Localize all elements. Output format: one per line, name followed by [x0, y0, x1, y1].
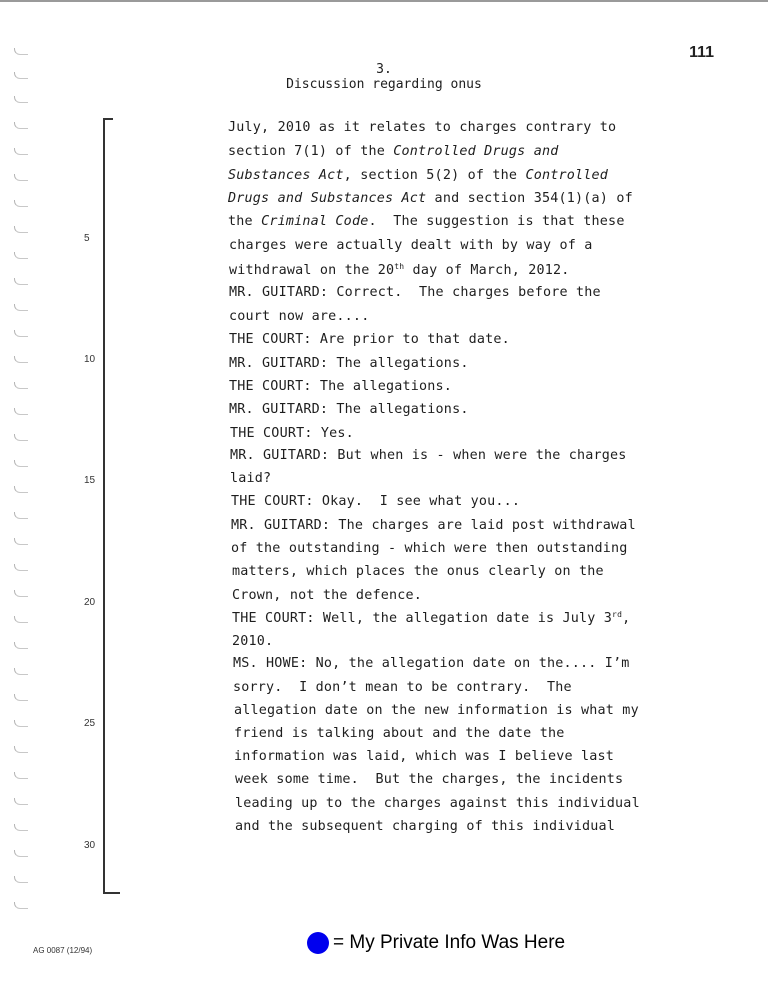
transcript-line: THE COURT: Well, the allegation date is July 3rd, [232, 610, 631, 626]
transcript-line: THE COURT: Yes. [230, 426, 354, 441]
transcript-line: Drugs and Substances Act and section 354(1)(a) of [228, 191, 633, 206]
transcript-line: MR. GUITARD: The allegations. [229, 356, 469, 371]
redaction-legend-text: = My Private Info Was Here [333, 932, 566, 953]
margin-rule-bottom-cap [103, 892, 120, 894]
transcript-line: laid? [230, 471, 272, 486]
transcript-line: and the subsequent charging of this individual [235, 819, 616, 834]
transcript-line: THE COURT: Are prior to that date. [229, 332, 510, 347]
form-identifier: AG 0087 (12/94) [33, 946, 93, 955]
transcript-line: matters, which places the onus clearly on the [232, 564, 604, 579]
page-number: 111 [689, 44, 714, 61]
transcript-line: Substances Act, section 5(2) of the Controlled [228, 168, 609, 183]
transcript-line: week some time. But the charges, the incidents [235, 772, 624, 787]
transcript-line: court now are.... [229, 309, 370, 324]
transcript-line: MR. GUITARD: The allegations. [229, 402, 469, 417]
line-number-30: 30 [84, 840, 96, 851]
transcript-line: THE COURT: Okay. I see what you... [231, 494, 521, 509]
line-number-25: 25 [84, 718, 96, 729]
transcript-line: sorry. I don’t mean to be contrary. The [233, 680, 572, 695]
section-number: 3. [376, 62, 392, 77]
redaction-legend [307, 932, 565, 954]
margin-rule [103, 118, 105, 894]
margin-rule-top-cap [103, 118, 113, 120]
transcript-line: THE COURT: The allegations. [229, 379, 453, 394]
transcript-line: leading up to the charges against this individual [235, 796, 640, 811]
transcript-line: friend is talking about and the date the [234, 726, 565, 741]
line-number-5: 5 [84, 233, 90, 244]
transcript-line: MR. GUITARD: But when is - when were the charges [230, 448, 627, 463]
line-number-10: 10 [84, 354, 96, 365]
transcript-line: the Criminal Code. The suggestion is that these [228, 214, 625, 229]
transcript-line: July, 2010 as it relates to charges contrary to [228, 120, 617, 135]
section-title: Discussion regarding onus [286, 77, 482, 92]
transcript-line: of the outstanding - which were then outstanding [231, 541, 628, 556]
transcript-line: MR. GUITARD: Correct. The charges before the [229, 285, 601, 300]
transcript-line: 2010. [232, 634, 274, 649]
redaction-dot-icon [307, 932, 329, 954]
transcript-line: MR. GUITARD: The charges are laid post withdrawal [231, 518, 636, 533]
page-top-edge [0, 0, 768, 2]
transcript-line: MS. HOWE: No, the allegation date on the.... I’m [233, 656, 630, 671]
line-number-20: 20 [84, 597, 96, 608]
transcript-line: Crown, not the defence. [232, 588, 423, 603]
transcript-line: information was laid, which was I believe last [234, 749, 615, 764]
transcript-line: section 7(1) of the Controlled Drugs and [228, 144, 559, 159]
transcript-line: charges were actually dealt with by way of a [229, 238, 593, 253]
transcript-line: withdrawal on the 20th day of March, 2012. [229, 262, 570, 278]
line-number-15: 15 [84, 475, 96, 486]
transcript-line: allegation date on the new information is what my [234, 703, 639, 718]
